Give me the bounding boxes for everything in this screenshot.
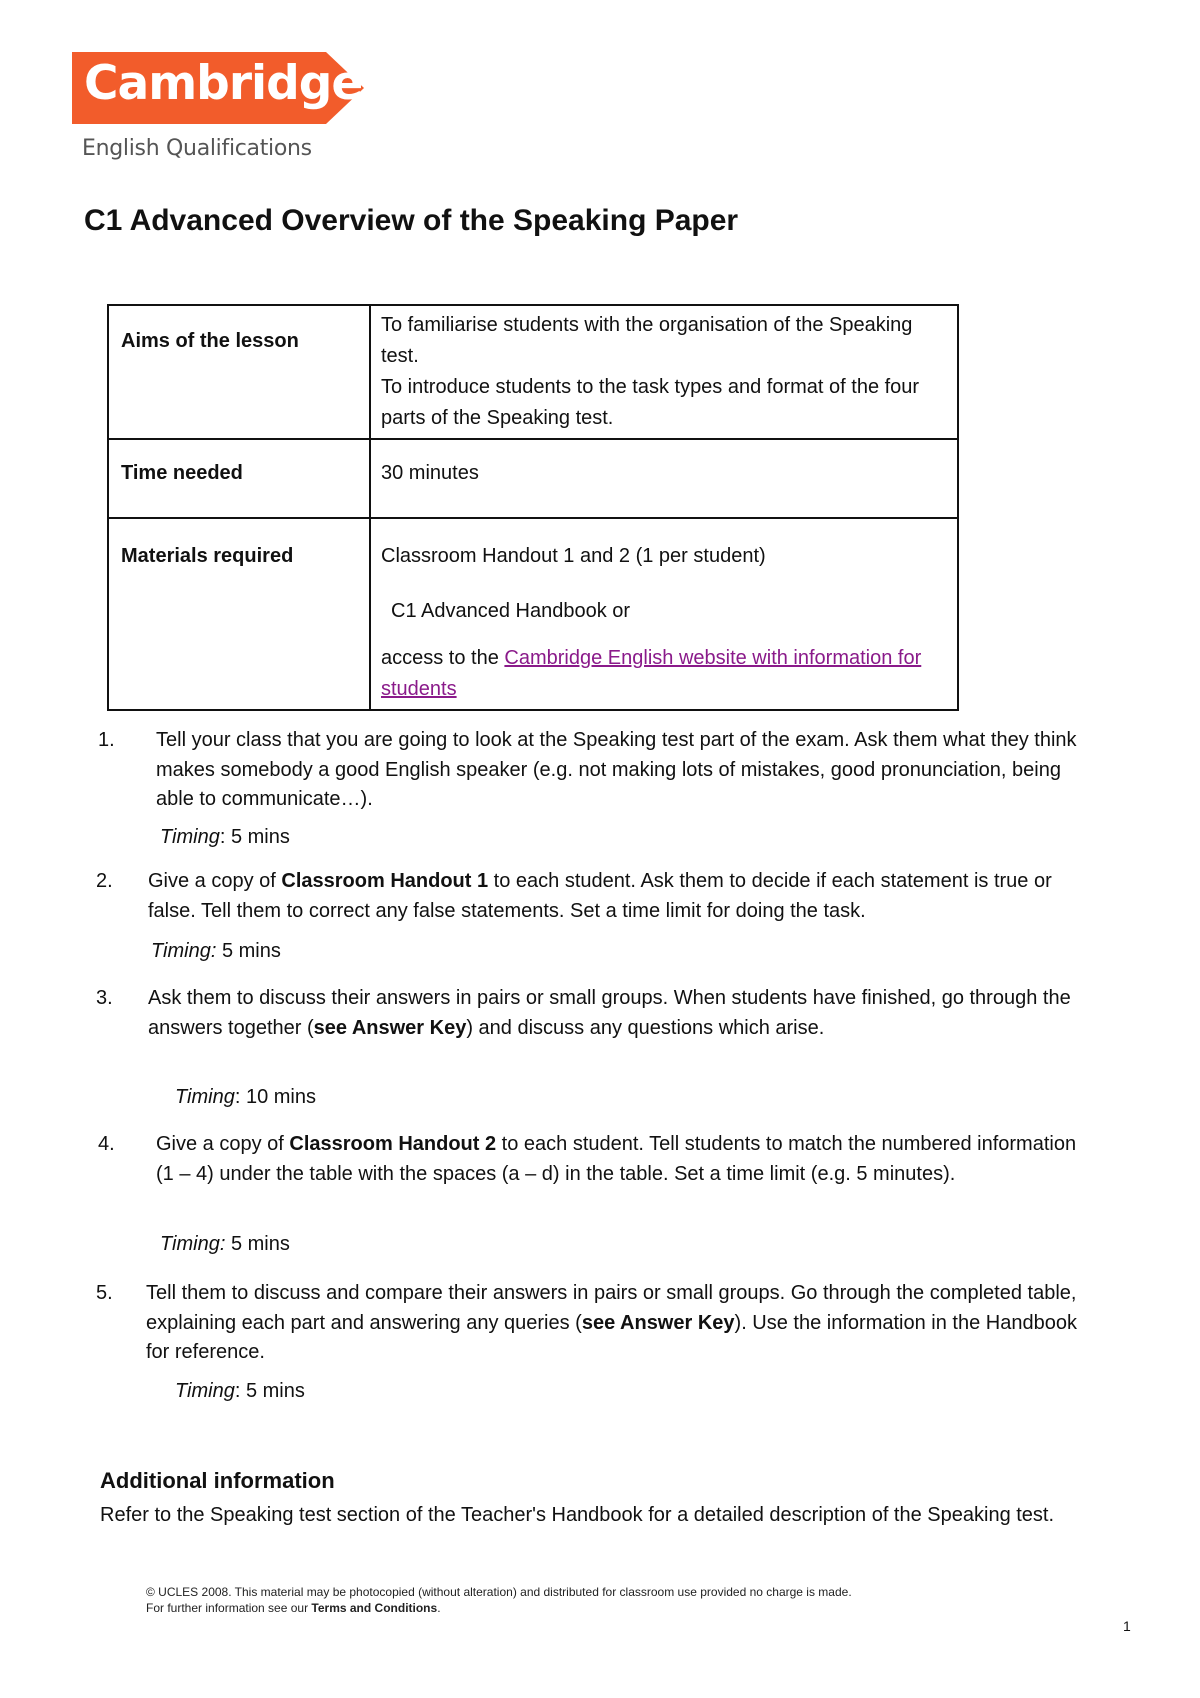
timing-value: 5 mins xyxy=(216,940,281,962)
logo-badge xyxy=(72,52,364,124)
lesson-info-table xyxy=(107,304,959,711)
aims-line-2: To introduce students to the task types and format of the four parts of the Speaking test. xyxy=(381,376,920,429)
step-text xyxy=(156,726,1096,815)
footer-line-2 xyxy=(146,1600,852,1616)
step-text-bold: see Answer Key xyxy=(581,1311,735,1334)
timing-label: Timing xyxy=(175,1086,235,1108)
additional-info-text: Refer to the Speaking test section of the Teacher's Handbook for a detailed description of the Speaking test. xyxy=(100,1504,1055,1526)
logo-wordmark: Cambridge xyxy=(84,56,363,111)
materials-line-2: C1 Advanced Handbook or xyxy=(391,600,631,622)
step-text-b: ) and discuss any questions which arise. xyxy=(466,1016,825,1039)
step-text-bold: Classroom Handout 2 xyxy=(289,1133,497,1155)
materials-line-1: Classroom Handout 1 and 2 (1 per student) xyxy=(381,545,766,567)
aims-value xyxy=(370,305,958,439)
timing-label: Timing: xyxy=(160,1233,226,1255)
logo-subtitle: English Qualifications xyxy=(82,136,312,161)
timing-value: 5 mins xyxy=(225,1233,290,1255)
step-text-b: to each student. Ask them to decide if each statement is true or false. Tell them to correct any false statements. Set a time limit for doing the task. xyxy=(148,870,1052,922)
step-text-a: Tell your class that you are going to look at the Speaking test part of the exam. Ask them what they think makes somebody a good English speaker (e.g. not making lots of mistakes, good pronunciation, being able to communicate…). xyxy=(156,729,1077,810)
materials-value xyxy=(370,518,958,710)
time-label: Time needed xyxy=(108,439,370,518)
page-number: 1 xyxy=(1123,1618,1131,1634)
aims-label: Aims of the lesson xyxy=(108,305,370,439)
materials-label: Materials required xyxy=(108,518,370,710)
step-text-b: ). Use the information in the Handbook for reference. xyxy=(146,1311,1077,1363)
step-text-bold: see Answer Key xyxy=(313,1016,467,1039)
cambridge-logo xyxy=(72,52,364,161)
footer-line-2-suffix: . xyxy=(437,1601,441,1615)
timing-label: Timing: xyxy=(151,940,217,962)
terms-link[interactable]: Terms and Conditions xyxy=(311,1601,438,1615)
step-text xyxy=(148,984,1088,1043)
step-number: 4. xyxy=(98,1133,115,1155)
step-text xyxy=(146,1279,1086,1368)
step-2-timing xyxy=(151,940,281,963)
step-text xyxy=(148,867,1088,926)
materials-line-3-prefix: access to the xyxy=(381,647,505,669)
step-number: 2. xyxy=(96,870,113,892)
table-row-time xyxy=(108,439,958,518)
step-number: 5. xyxy=(96,1282,113,1304)
timing-value: : 5 mins xyxy=(234,1380,305,1402)
timing-label: Timing xyxy=(160,826,220,848)
additional-info-heading: Additional information xyxy=(100,1468,335,1493)
step-5-timing xyxy=(175,1380,305,1403)
timing-value: : 5 mins xyxy=(219,826,290,848)
footer-line-2-prefix: For further information see our xyxy=(146,1601,312,1615)
table-row-aims xyxy=(108,305,958,439)
step-3-timing xyxy=(175,1086,316,1109)
page-title: C1 Advanced Overview of the Speaking Paper xyxy=(84,204,739,237)
step-number: 1. xyxy=(98,729,115,751)
step-text-b: to each student. Tell students to match the numbered information (1 – 4) under the table with the spaces (a – d) in the table. Set a time limit (e.g. 5 minutes). xyxy=(156,1133,1077,1185)
step-number: 3. xyxy=(96,987,113,1009)
copyright-footer xyxy=(146,1584,852,1616)
step-text-a: Give a copy of xyxy=(148,870,282,892)
step-1-timing xyxy=(160,826,290,849)
timing-value: : 10 mins xyxy=(234,1086,316,1108)
aims-line-1: To familiarise students with the organisation of the Speaking test. xyxy=(381,314,913,367)
step-text-a: Give a copy of xyxy=(156,1133,290,1155)
table-row-materials xyxy=(108,518,958,710)
time-value: 30 minutes xyxy=(370,439,958,518)
step-text-a: Tell them to discuss and compare their answers in pairs or small groups. Go through the completed table, explaining each part and answering any queries ( xyxy=(146,1282,1077,1334)
footer-line-1: © UCLES 2008. This material may be photocopied (without alteration) and distributed for classroom use provided no charge is made. xyxy=(146,1585,852,1599)
step-4-timing xyxy=(160,1233,290,1256)
cambridge-website-link[interactable]: Cambridge English website with information for students xyxy=(381,647,922,700)
timing-label: Timing xyxy=(175,1380,235,1402)
step-text-a: Ask them to discuss their answers in pairs or small groups. When students have finished, go through the answers together ( xyxy=(148,987,1071,1039)
materials-line-3 xyxy=(381,643,947,705)
step-text-bold: Classroom Handout 1 xyxy=(281,870,489,892)
step-text xyxy=(156,1130,1096,1189)
